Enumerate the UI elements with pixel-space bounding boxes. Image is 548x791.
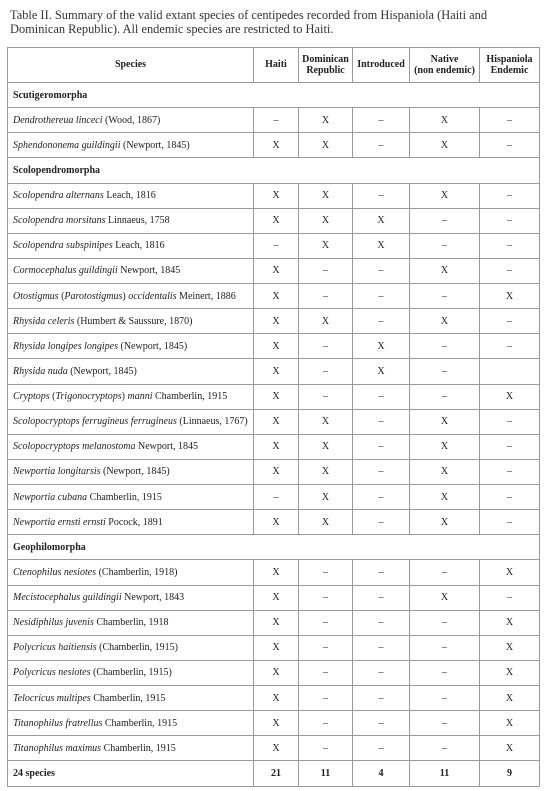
cell-native: – [410, 359, 480, 384]
cell-native: X [410, 485, 480, 510]
table-row [8, 258, 540, 283]
species-name: Titanophilus maximus Chamberlin, 1915 [8, 736, 254, 761]
table-row [8, 133, 540, 158]
group-row [8, 158, 540, 183]
cell-native: 11 [410, 761, 480, 786]
cell-endemic: – [480, 233, 540, 258]
cell-dominican-republic: – [299, 560, 353, 585]
table-row [8, 334, 540, 359]
species-name: Rhysida celeris (Humbert & Saussure, 1870) [8, 309, 254, 334]
species-name: Cryptops (Trigonocryptops) manni Chamberlin, 1915 [8, 384, 254, 409]
cell-haiti: 21 [254, 761, 299, 786]
table-row [8, 686, 540, 711]
cell-dominican-republic: – [299, 585, 353, 610]
table-row [8, 610, 540, 635]
species-name: Newportia cubana Chamberlin, 1915 [8, 485, 254, 510]
cell-native: X [410, 409, 480, 434]
cell-native: – [410, 334, 480, 359]
cell-introduced: – [353, 585, 410, 610]
cell-endemic: X [480, 660, 540, 685]
table-row [8, 711, 540, 736]
cell-haiti: X [254, 560, 299, 585]
header-native: Native (non endemic) [410, 48, 480, 83]
table-row [8, 309, 540, 334]
cell-introduced: – [353, 635, 410, 660]
cell-dominican-republic: X [299, 485, 353, 510]
cell-dominican-republic: X [299, 309, 353, 334]
species-name: Sphendononema guildingii (Newport, 1845) [8, 133, 254, 158]
cell-endemic: X [480, 284, 540, 309]
cell-haiti: X [254, 409, 299, 434]
cell-native: – [410, 560, 480, 585]
cell-native: – [410, 635, 480, 660]
cell-endemic: – [480, 258, 540, 283]
cell-endemic: – [480, 409, 540, 434]
cell-introduced: – [353, 485, 410, 510]
cell-endemic: – [480, 510, 540, 535]
cell-native: – [410, 660, 480, 685]
species-name: Cormocephalus guildingii Newport, 1845 [8, 258, 254, 283]
cell-dominican-republic: X [299, 434, 353, 459]
species-name: Telocricus multipes Chamberlin, 1915 [8, 686, 254, 711]
group-row [8, 83, 540, 108]
cell-dominican-republic: – [299, 686, 353, 711]
cell-native: X [410, 183, 480, 208]
table-row [8, 359, 540, 384]
cell-dominican-republic: X [299, 183, 353, 208]
species-name: Rhysida longipes longipes (Newport, 1845) [8, 334, 254, 359]
cell-dominican-republic: – [299, 736, 353, 761]
species-name: Scolopendra alternans Leach, 1816 [8, 183, 254, 208]
cell-introduced: – [353, 686, 410, 711]
group-row [8, 535, 540, 560]
cell-introduced: X [353, 208, 410, 233]
cell-introduced: – [353, 560, 410, 585]
table-row [8, 284, 540, 309]
cell-introduced: – [353, 133, 410, 158]
header-endemic: Hispaniola Endemic [480, 48, 540, 83]
cell-haiti: X [254, 183, 299, 208]
cell-dominican-republic: – [299, 258, 353, 283]
cell-native: – [410, 208, 480, 233]
table-row [8, 384, 540, 409]
cell-endemic: X [480, 560, 540, 585]
species-name: Scolopocryptops melanostoma Newport, 1845 [8, 434, 254, 459]
species-name: Scolopocryptops ferrugineus ferrugineus (Linnaeus, 1767) [8, 409, 254, 434]
cell-introduced: – [353, 610, 410, 635]
cell-endemic: X [480, 711, 540, 736]
species-name: Newportia longitarsis (Newport, 1845) [8, 459, 254, 484]
header-dominican-republic: Dominican Republic [299, 48, 353, 83]
cell-native: – [410, 384, 480, 409]
cell-endemic: – [480, 208, 540, 233]
cell-native: X [410, 510, 480, 535]
table-row [8, 510, 540, 535]
cell-endemic: 9 [480, 761, 540, 786]
species-name: Scolopendra subspinipes Leach, 1816 [8, 233, 254, 258]
cell-haiti: X [254, 660, 299, 685]
species-name: Titanophilus fratrellus Chamberlin, 1915 [8, 711, 254, 736]
header-row [8, 48, 540, 83]
header-species: Species [8, 48, 254, 83]
species-name: Ctenophilus nesiotes (Chamberlin, 1918) [8, 560, 254, 585]
cell-introduced: X [353, 359, 410, 384]
cell-dominican-republic: – [299, 711, 353, 736]
cell-haiti: X [254, 284, 299, 309]
cell-haiti: X [254, 585, 299, 610]
cell-dominican-republic: – [299, 635, 353, 660]
cell-endemic: X [480, 384, 540, 409]
table-row [8, 660, 540, 685]
cell-endemic: X [480, 736, 540, 761]
cell-native: X [410, 133, 480, 158]
cell-native: X [410, 258, 480, 283]
cell-haiti: X [254, 510, 299, 535]
table-row [8, 485, 540, 510]
cell-dominican-republic: X [299, 208, 353, 233]
cell-dominican-republic: X [299, 510, 353, 535]
table-row [8, 183, 540, 208]
cell-introduced: – [353, 183, 410, 208]
cell-haiti: X [254, 208, 299, 233]
cell-haiti: X [254, 384, 299, 409]
cell-introduced: – [353, 258, 410, 283]
species-name: Rhysida nuda (Newport, 1845) [8, 359, 254, 384]
cell-haiti: X [254, 711, 299, 736]
cell-haiti: – [254, 485, 299, 510]
cell-introduced: – [353, 409, 410, 434]
cell-endemic: – [480, 133, 540, 158]
cell-endemic: X [480, 635, 540, 660]
table-caption: Table II. Summary of the valid extant species of centipedes recorded from Hispaniola (Haiti and Dominican Republic). All endemic species are restricted to Haiti. [10, 8, 488, 36]
cell-haiti: X [254, 334, 299, 359]
table-row [8, 233, 540, 258]
group-label: Scutigeromorpha [8, 83, 540, 108]
cell-endemic: – [480, 585, 540, 610]
cell-native: – [410, 284, 480, 309]
table-row [8, 409, 540, 434]
cell-endemic: – [480, 434, 540, 459]
cell-haiti: X [254, 610, 299, 635]
cell-dominican-republic: – [299, 334, 353, 359]
cell-haiti: X [254, 359, 299, 384]
cell-native: – [410, 610, 480, 635]
cell-haiti: X [254, 309, 299, 334]
species-name: Dendrothereua linceci (Wood, 1867) [8, 108, 254, 133]
cell-dominican-republic: X [299, 108, 353, 133]
species-name: Nesidiphilus juvenis Chamberlin, 1918 [8, 610, 254, 635]
cell-haiti: X [254, 736, 299, 761]
header-haiti: Haiti [254, 48, 299, 83]
cell-native: – [410, 736, 480, 761]
cell-endemic: – [480, 485, 540, 510]
cell-dominican-republic: – [299, 384, 353, 409]
header-introduced: Introduced [353, 48, 410, 83]
cell-introduced: X [353, 334, 410, 359]
cell-haiti: X [254, 459, 299, 484]
group-label: Geophilomorpha [8, 535, 540, 560]
table-row [8, 108, 540, 133]
cell-endemic: – [480, 459, 540, 484]
cell-haiti: X [254, 635, 299, 660]
species-table [7, 47, 540, 787]
cell-introduced: – [353, 434, 410, 459]
cell-native: X [410, 459, 480, 484]
cell-endemic: X [480, 610, 540, 635]
cell-native: – [410, 233, 480, 258]
table-row [8, 585, 540, 610]
species-name: Scolopendra morsitans Linnaeus, 1758 [8, 208, 254, 233]
cell-native: X [410, 434, 480, 459]
table-row [8, 560, 540, 585]
species-name: Polycricus nesiotes (Chamberlin, 1915) [8, 660, 254, 685]
cell-native: X [410, 108, 480, 133]
cell-introduced: – [353, 711, 410, 736]
cell-native: X [410, 309, 480, 334]
species-name: Polycricus haitiensis (Chamberlin, 1915) [8, 635, 254, 660]
cell-introduced: – [353, 459, 410, 484]
cell-dominican-republic: – [299, 284, 353, 309]
cell-dominican-republic: – [299, 660, 353, 685]
cell-dominican-republic: – [299, 359, 353, 384]
cell-haiti: – [254, 233, 299, 258]
total-label: 24 species [8, 761, 254, 786]
table-row [8, 434, 540, 459]
table-row [8, 635, 540, 660]
total-row [8, 761, 540, 786]
cell-haiti: X [254, 133, 299, 158]
cell-endemic: – [480, 309, 540, 334]
table-row [8, 736, 540, 761]
cell-introduced: – [353, 736, 410, 761]
table-row [8, 459, 540, 484]
cell-introduced: – [353, 108, 410, 133]
cell-endemic: – [480, 334, 540, 359]
cell-haiti: X [254, 686, 299, 711]
cell-introduced: – [353, 660, 410, 685]
cell-haiti: X [254, 434, 299, 459]
cell-introduced: – [353, 284, 410, 309]
cell-introduced: 4 [353, 761, 410, 786]
table-row [8, 208, 540, 233]
cell-dominican-republic: X [299, 409, 353, 434]
cell-dominican-republic: X [299, 133, 353, 158]
cell-haiti: X [254, 258, 299, 283]
cell-introduced: – [353, 309, 410, 334]
species-name: Newportia ernsti ernsti Pocock, 1891 [8, 510, 254, 535]
cell-endemic: – [480, 108, 540, 133]
cell-dominican-republic: 11 [299, 761, 353, 786]
cell-endemic [480, 359, 540, 384]
cell-endemic: – [480, 183, 540, 208]
cell-introduced: – [353, 384, 410, 409]
cell-introduced: – [353, 510, 410, 535]
cell-dominican-republic: X [299, 233, 353, 258]
cell-native: X [410, 585, 480, 610]
group-label: Scolopendromorpha [8, 158, 540, 183]
species-name: Mecistocephalus guildingii Newport, 1843 [8, 585, 254, 610]
cell-introduced: X [353, 233, 410, 258]
cell-endemic: X [480, 686, 540, 711]
cell-haiti: – [254, 108, 299, 133]
cell-native: – [410, 686, 480, 711]
cell-dominican-republic: X [299, 459, 353, 484]
cell-dominican-republic: – [299, 610, 353, 635]
cell-native: – [410, 711, 480, 736]
species-name: Otostigmus (Parotostigmus) occidentalis Meinert, 1886 [8, 284, 254, 309]
